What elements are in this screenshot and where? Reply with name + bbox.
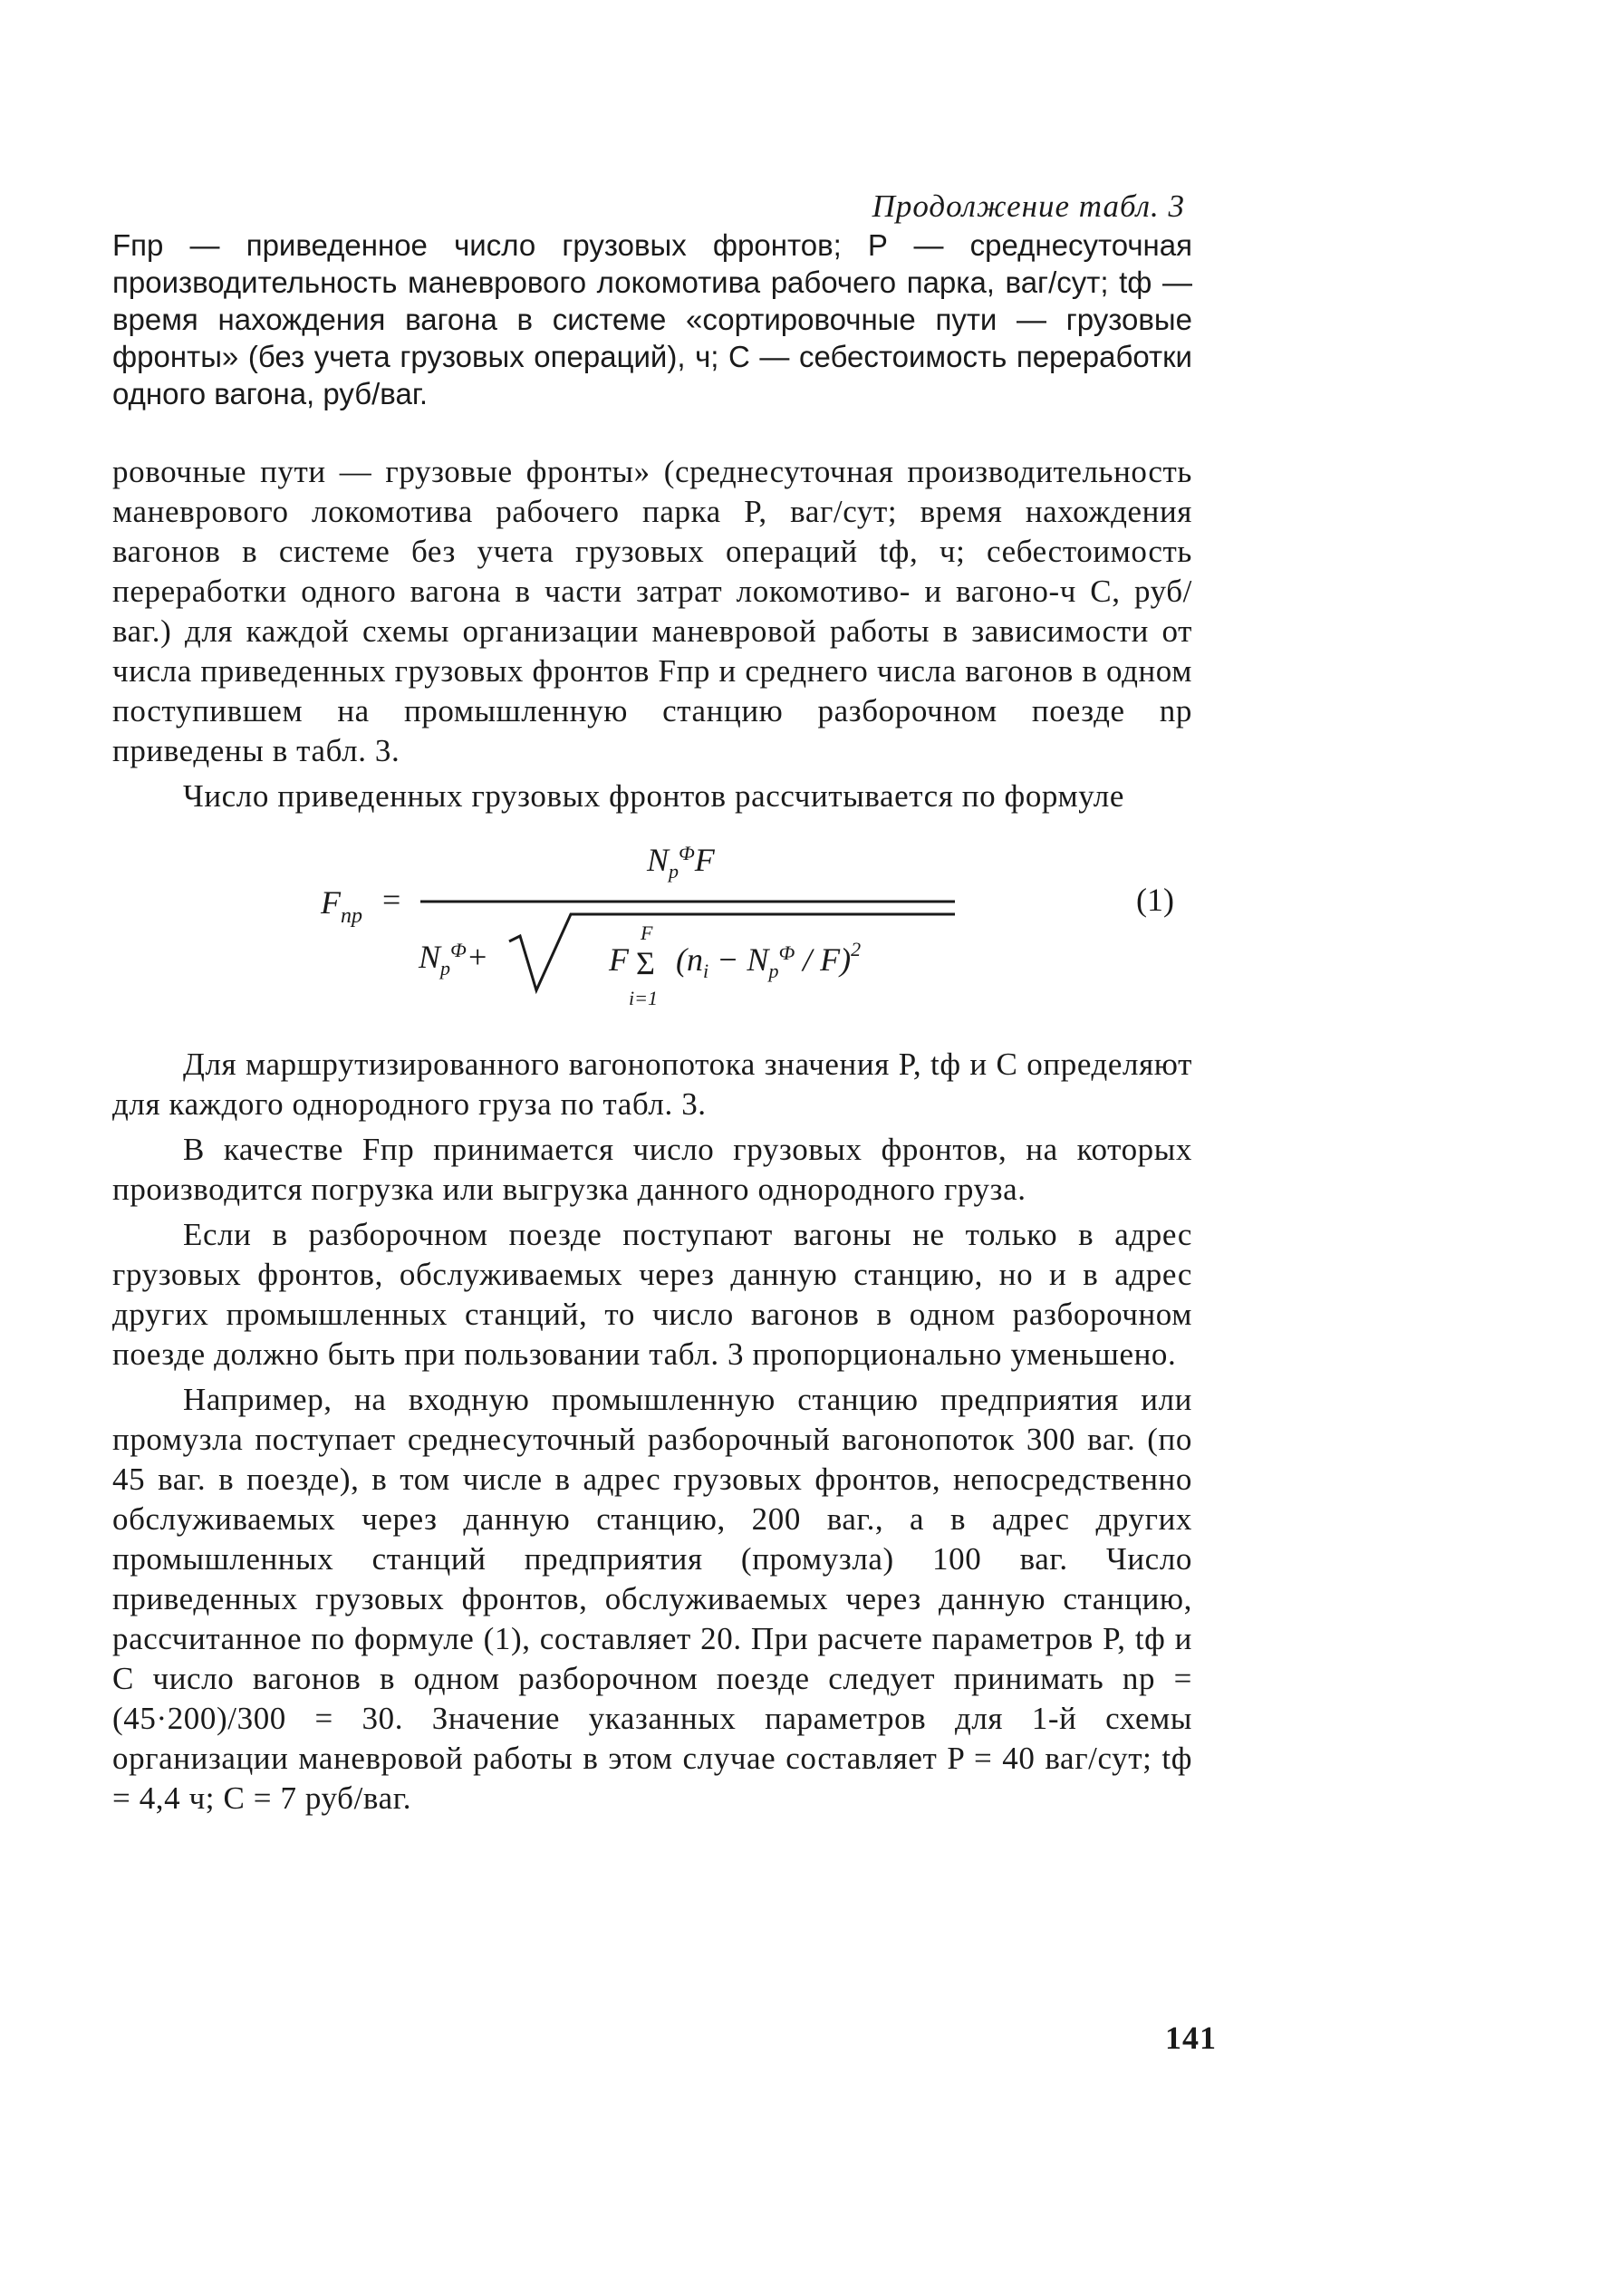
table-continuation-label: Продолжение табл. 3 — [872, 188, 1185, 224]
radicand-expression: $(n_i - N_р^Ф / F)^2$ — [676, 938, 862, 982]
formula-equals: = — [382, 882, 401, 918]
radicand-factor: F — [609, 941, 629, 978]
sum-lower-limit: i=1 — [629, 987, 658, 1009]
paragraph-5: Если в разборочном поезде поступают вагоны не только в адрес грузовых фронтов, обслуживаемых через данную станцию, но и в адрес других промышленных станций, то число вагонов в одном разборочном поезде должно быть при пользовании табл. 3 пропорционально уменьшено. — [112, 1217, 1192, 1372]
paragraph-6: Например, на входную промышленную станцию предприятия или промузла поступает среднесуточный разборочный вагонопоток 300 ваг. (по 45 ваг. в поезде), в том числе в адрес грузовых фронтов, непосредственно обслуживаемых через данную станцию, 200 ваг., а в адрес других промышленных станций предприятия (промузла) 100 ваг. Число приведенных грузовых фронтов, обслуживаемых через данную станцию, рассчитанное по формуле (1), составляет 20. При расчете параметров P, tф и C число вагонов в одном разборочном поезде следует принимать nр = (45·200)/300 = 30. Значение указанных параметров для 1-й схемы организации маневровой работы в этом случае составляет P = 40 ваг/сут; tф = 4,4 ч; C = 7 руб/ваг. — [112, 1382, 1192, 1816]
formula-numerator: $N_р^ФF$ — [647, 842, 715, 883]
paragraph-2: Число приведенных грузовых фронтов рассчитывается по формуле — [183, 778, 1125, 814]
paragraph-4: В качестве Fпр принимается число грузовых фронтов, на которых производится погрузка или выгрузка данного однородного груза. — [112, 1132, 1192, 1207]
formula-lhs: $F_{пр}$ — [321, 884, 362, 928]
formula-1 — [112, 827, 1192, 1036]
sum-upper-limit: F — [641, 921, 653, 944]
formula-svg — [112, 827, 1192, 1036]
document-page — [112, 188, 1192, 1818]
formula-denominator-lead: $N_р^Ф+$ — [419, 939, 489, 979]
sum-symbol: Σ — [636, 945, 655, 981]
page-number: 141 — [1165, 2020, 1217, 2056]
formula-number: (1) — [1136, 882, 1174, 918]
paragraph-1: ровочные пути — грузовые фронты» (среднесуточная производительность маневрового локомотива рабочего парка P, ваг/сут; время нахождения вагонов в системе без учета грузовых операций tф, ч; себестоимость переработки одного вагона в части затрат локомотиво- и вагоно-ч C, руб/ваг.) для каждой схемы организации маневровой работы в зависимости от числа приведенных грузовых фронтов Fпр и среднего числа вагонов в одном поступившем на промышленную станцию разборочном поезде nр приведены в табл. 3. — [112, 454, 1192, 768]
table-legend: Fпр — приведенное число грузовых фронтов; P — среднесуточная производительность маневрового локомотива рабочего парка, ваг/сут; tф — время нахождения вагона в системе «сортировочные пути — грузовые фронты» (без учета грузовых операций), ч; C — себестоимость переработки одного вагона, руб/ваг. — [112, 228, 1192, 410]
paragraph-3: Для маршрутизированного вагонопотока значения P, tф и C определяют для каждого однородного груза по табл. 3. — [112, 1047, 1192, 1122]
